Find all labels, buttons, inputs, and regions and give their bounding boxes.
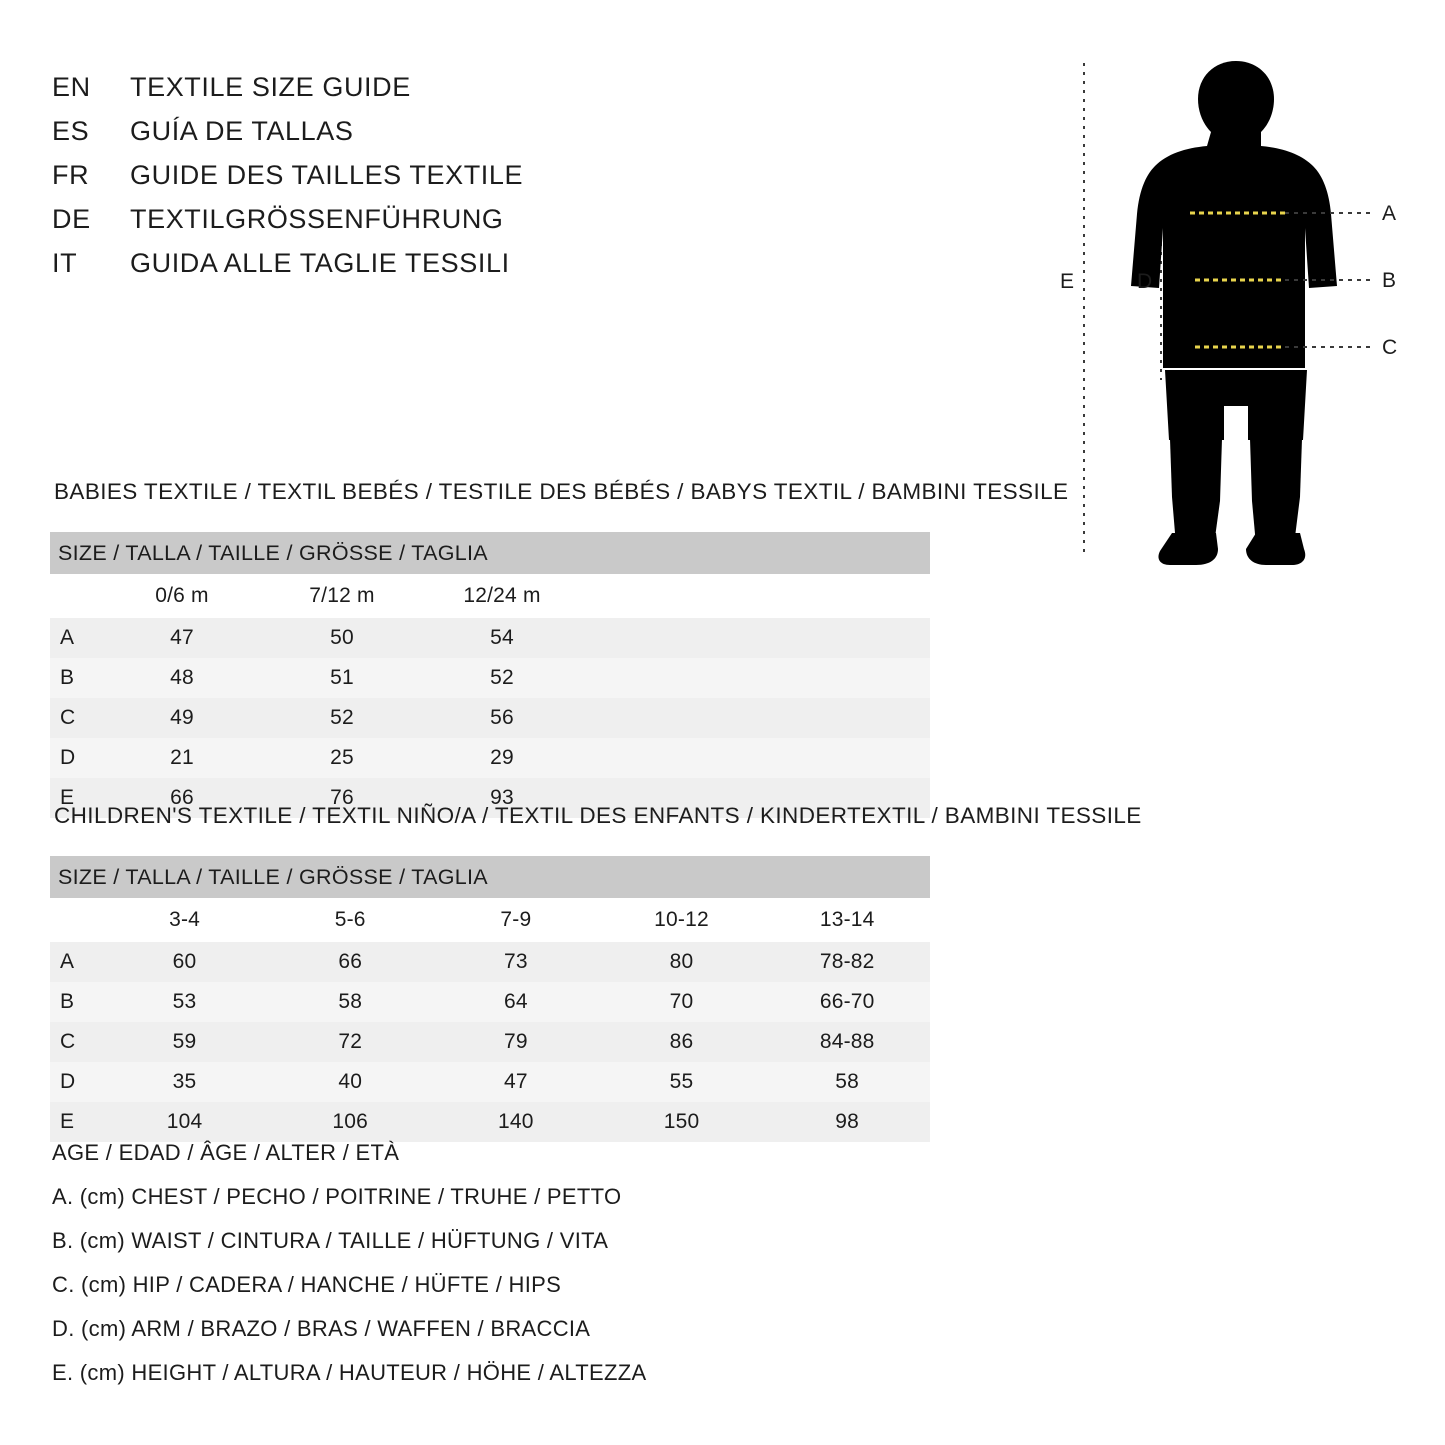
child-silhouette-diagram	[1040, 55, 1430, 565]
table-row	[50, 982, 930, 1022]
title-row-it	[52, 248, 752, 292]
babies-size-table	[50, 532, 930, 818]
babies-cell-d-1: 25	[262, 738, 422, 778]
children-col-header-4: 13-14	[764, 898, 930, 942]
children-col-header-1: 5-6	[267, 898, 433, 942]
babies-cell-d-0: 21	[102, 738, 262, 778]
silhouette-body	[1131, 61, 1337, 565]
babies-cell-c-0: 49	[102, 698, 262, 738]
babies-table-header-row	[50, 574, 930, 618]
table-row	[50, 942, 930, 982]
title-text-it: GUIDA ALLE TAGLIE TESSILI	[130, 248, 510, 278]
children-row-label-a: A	[50, 942, 102, 982]
babies-cell-c-1: 52	[262, 698, 422, 738]
babies-cell-c-2: 56	[422, 698, 582, 738]
children-cell-a-1: 66	[267, 942, 433, 982]
figure-label-d: D	[1137, 270, 1153, 293]
measurement-legend	[52, 1140, 646, 1404]
figure-label-b: B	[1382, 269, 1397, 292]
children-table-band	[50, 856, 930, 898]
children-header-corner	[50, 898, 102, 942]
babies-section-heading: BABIES TEXTILE / TEXTIL BEBÉS / TESTILE DES BÉBÉS / BABYS TEXTIL / BAMBINI TESSILE	[54, 479, 1069, 504]
children-row-label-c: C	[50, 1022, 102, 1062]
language-code-fr: FR	[52, 160, 90, 190]
babies-cell-a-0: 47	[102, 618, 262, 658]
babies-cell-a-2: 54	[422, 618, 582, 658]
children-row-label-b: B	[50, 982, 102, 1022]
title-row-en	[52, 72, 752, 116]
children-cell-e-0: 104	[102, 1102, 268, 1142]
title-row-de	[52, 204, 752, 248]
babies-col-header-1: 7/12 m	[262, 574, 422, 618]
babies-cell-b-1: 51	[262, 658, 422, 698]
children-cell-e-4: 98	[764, 1102, 930, 1142]
table-row	[50, 1062, 930, 1102]
babies-row-label-c: C	[50, 698, 102, 738]
title-row-fr	[52, 160, 752, 204]
children-cell-d-4: 58	[764, 1062, 930, 1102]
babies-cell-b-2: 52	[422, 658, 582, 698]
babies-col-header-0: 0/6 m	[102, 574, 262, 618]
legend-line-c: C. (cm) HIP / CADERA / HANCHE / HÜFTE / HIPS	[52, 1272, 562, 1297]
babies-header-corner	[50, 574, 102, 618]
children-row-label-e: E	[50, 1102, 102, 1142]
table-row	[50, 658, 930, 698]
children-size-table	[50, 856, 930, 1142]
babies-row-label-b: B	[50, 658, 102, 698]
children-cell-a-3: 80	[599, 942, 765, 982]
children-col-header-3: 10-12	[599, 898, 765, 942]
children-cell-e-2: 140	[433, 1102, 599, 1142]
babies-table-band	[50, 532, 930, 574]
children-cell-c-4: 84-88	[764, 1022, 930, 1062]
legend-line-age: AGE / EDAD / ÂGE / ALTER / ETÀ	[52, 1140, 400, 1165]
table-row	[50, 738, 930, 778]
children-cell-e-3: 150	[599, 1102, 765, 1142]
children-cell-a-2: 73	[433, 942, 599, 982]
legend-line-d: D. (cm) ARM / BRAZO / BRAS / WAFFEN / BRACCIA	[52, 1316, 591, 1341]
children-cell-c-1: 72	[267, 1022, 433, 1062]
babies-cell-e-2: 93	[422, 778, 582, 818]
children-cell-c-0: 59	[102, 1022, 268, 1062]
babies-band-label: SIZE / TALLA / TAILLE / GRÖSSE / TAGLIA	[50, 532, 930, 574]
table-row	[50, 698, 930, 738]
table-row	[50, 618, 930, 658]
figure-label-a: A	[1382, 202, 1397, 225]
children-cell-b-2: 64	[433, 982, 599, 1022]
table-row	[50, 1102, 930, 1142]
title-text-fr: GUIDE DES TAILLES TEXTILE	[130, 160, 524, 190]
title-text-en: TEXTILE SIZE GUIDE	[130, 72, 411, 102]
babies-cell-e-1: 76	[262, 778, 422, 818]
children-cell-c-3: 86	[599, 1022, 765, 1062]
children-cell-b-3: 70	[599, 982, 765, 1022]
children-cell-b-0: 53	[102, 982, 268, 1022]
children-cell-a-0: 60	[102, 942, 268, 982]
title-block	[52, 72, 752, 292]
babies-row-label-e: E	[50, 778, 102, 818]
babies-col-header-2: 12/24 m	[422, 574, 582, 618]
title-text-de: TEXTILGRÖSSENFÜHRUNG	[130, 204, 504, 234]
babies-cell-d-2: 29	[422, 738, 582, 778]
babies-row-label-d: D	[50, 738, 102, 778]
table-row	[50, 1022, 930, 1062]
title-text-es: GUÍA DE TALLAS	[130, 116, 354, 146]
babies-row-label-a: A	[50, 618, 102, 658]
children-cell-a-4: 78-82	[764, 942, 930, 982]
legend-line-a: A. (cm) CHEST / PECHO / POITRINE / TRUHE / PETTO	[52, 1184, 622, 1209]
children-row-label-d: D	[50, 1062, 102, 1102]
babies-cell-e-0: 66	[102, 778, 262, 818]
figure-label-e: E	[1060, 270, 1075, 293]
children-cell-d-1: 40	[267, 1062, 433, 1102]
children-table-header-row	[50, 898, 930, 942]
language-code-en: EN	[52, 72, 91, 102]
children-col-header-0: 3-4	[102, 898, 268, 942]
babies-cell-b-0: 48	[102, 658, 262, 698]
children-cell-d-0: 35	[102, 1062, 268, 1102]
babies-cell-a-1: 50	[262, 618, 422, 658]
language-code-es: ES	[52, 116, 90, 146]
children-band-label: SIZE / TALLA / TAILLE / GRÖSSE / TAGLIA	[50, 856, 930, 898]
children-col-header-2: 7-9	[433, 898, 599, 942]
legend-line-b: B. (cm) WAIST / CINTURA / TAILLE / HÜFTUNG / VITA	[52, 1228, 609, 1253]
children-cell-b-4: 66-70	[764, 982, 930, 1022]
language-code-it: IT	[52, 248, 78, 278]
measurement-figure	[1040, 55, 1430, 565]
children-cell-c-2: 79	[433, 1022, 599, 1062]
children-cell-e-1: 106	[267, 1102, 433, 1142]
children-cell-d-3: 55	[599, 1062, 765, 1102]
children-cell-d-2: 47	[433, 1062, 599, 1102]
children-section-heading: CHILDREN'S TEXTILE / TEXTIL NIÑO/A / TEXTIL DES ENFANTS / KINDERTEXTIL / BAMBINI TESSILE	[54, 803, 1142, 828]
children-cell-b-1: 58	[267, 982, 433, 1022]
legend-line-e: E. (cm) HEIGHT / ALTURA / HAUTEUR / HÖHE / ALTEZZA	[52, 1360, 647, 1385]
title-row-es	[52, 116, 752, 160]
language-code-de: DE	[52, 204, 91, 234]
figure-label-c: C	[1382, 336, 1398, 359]
